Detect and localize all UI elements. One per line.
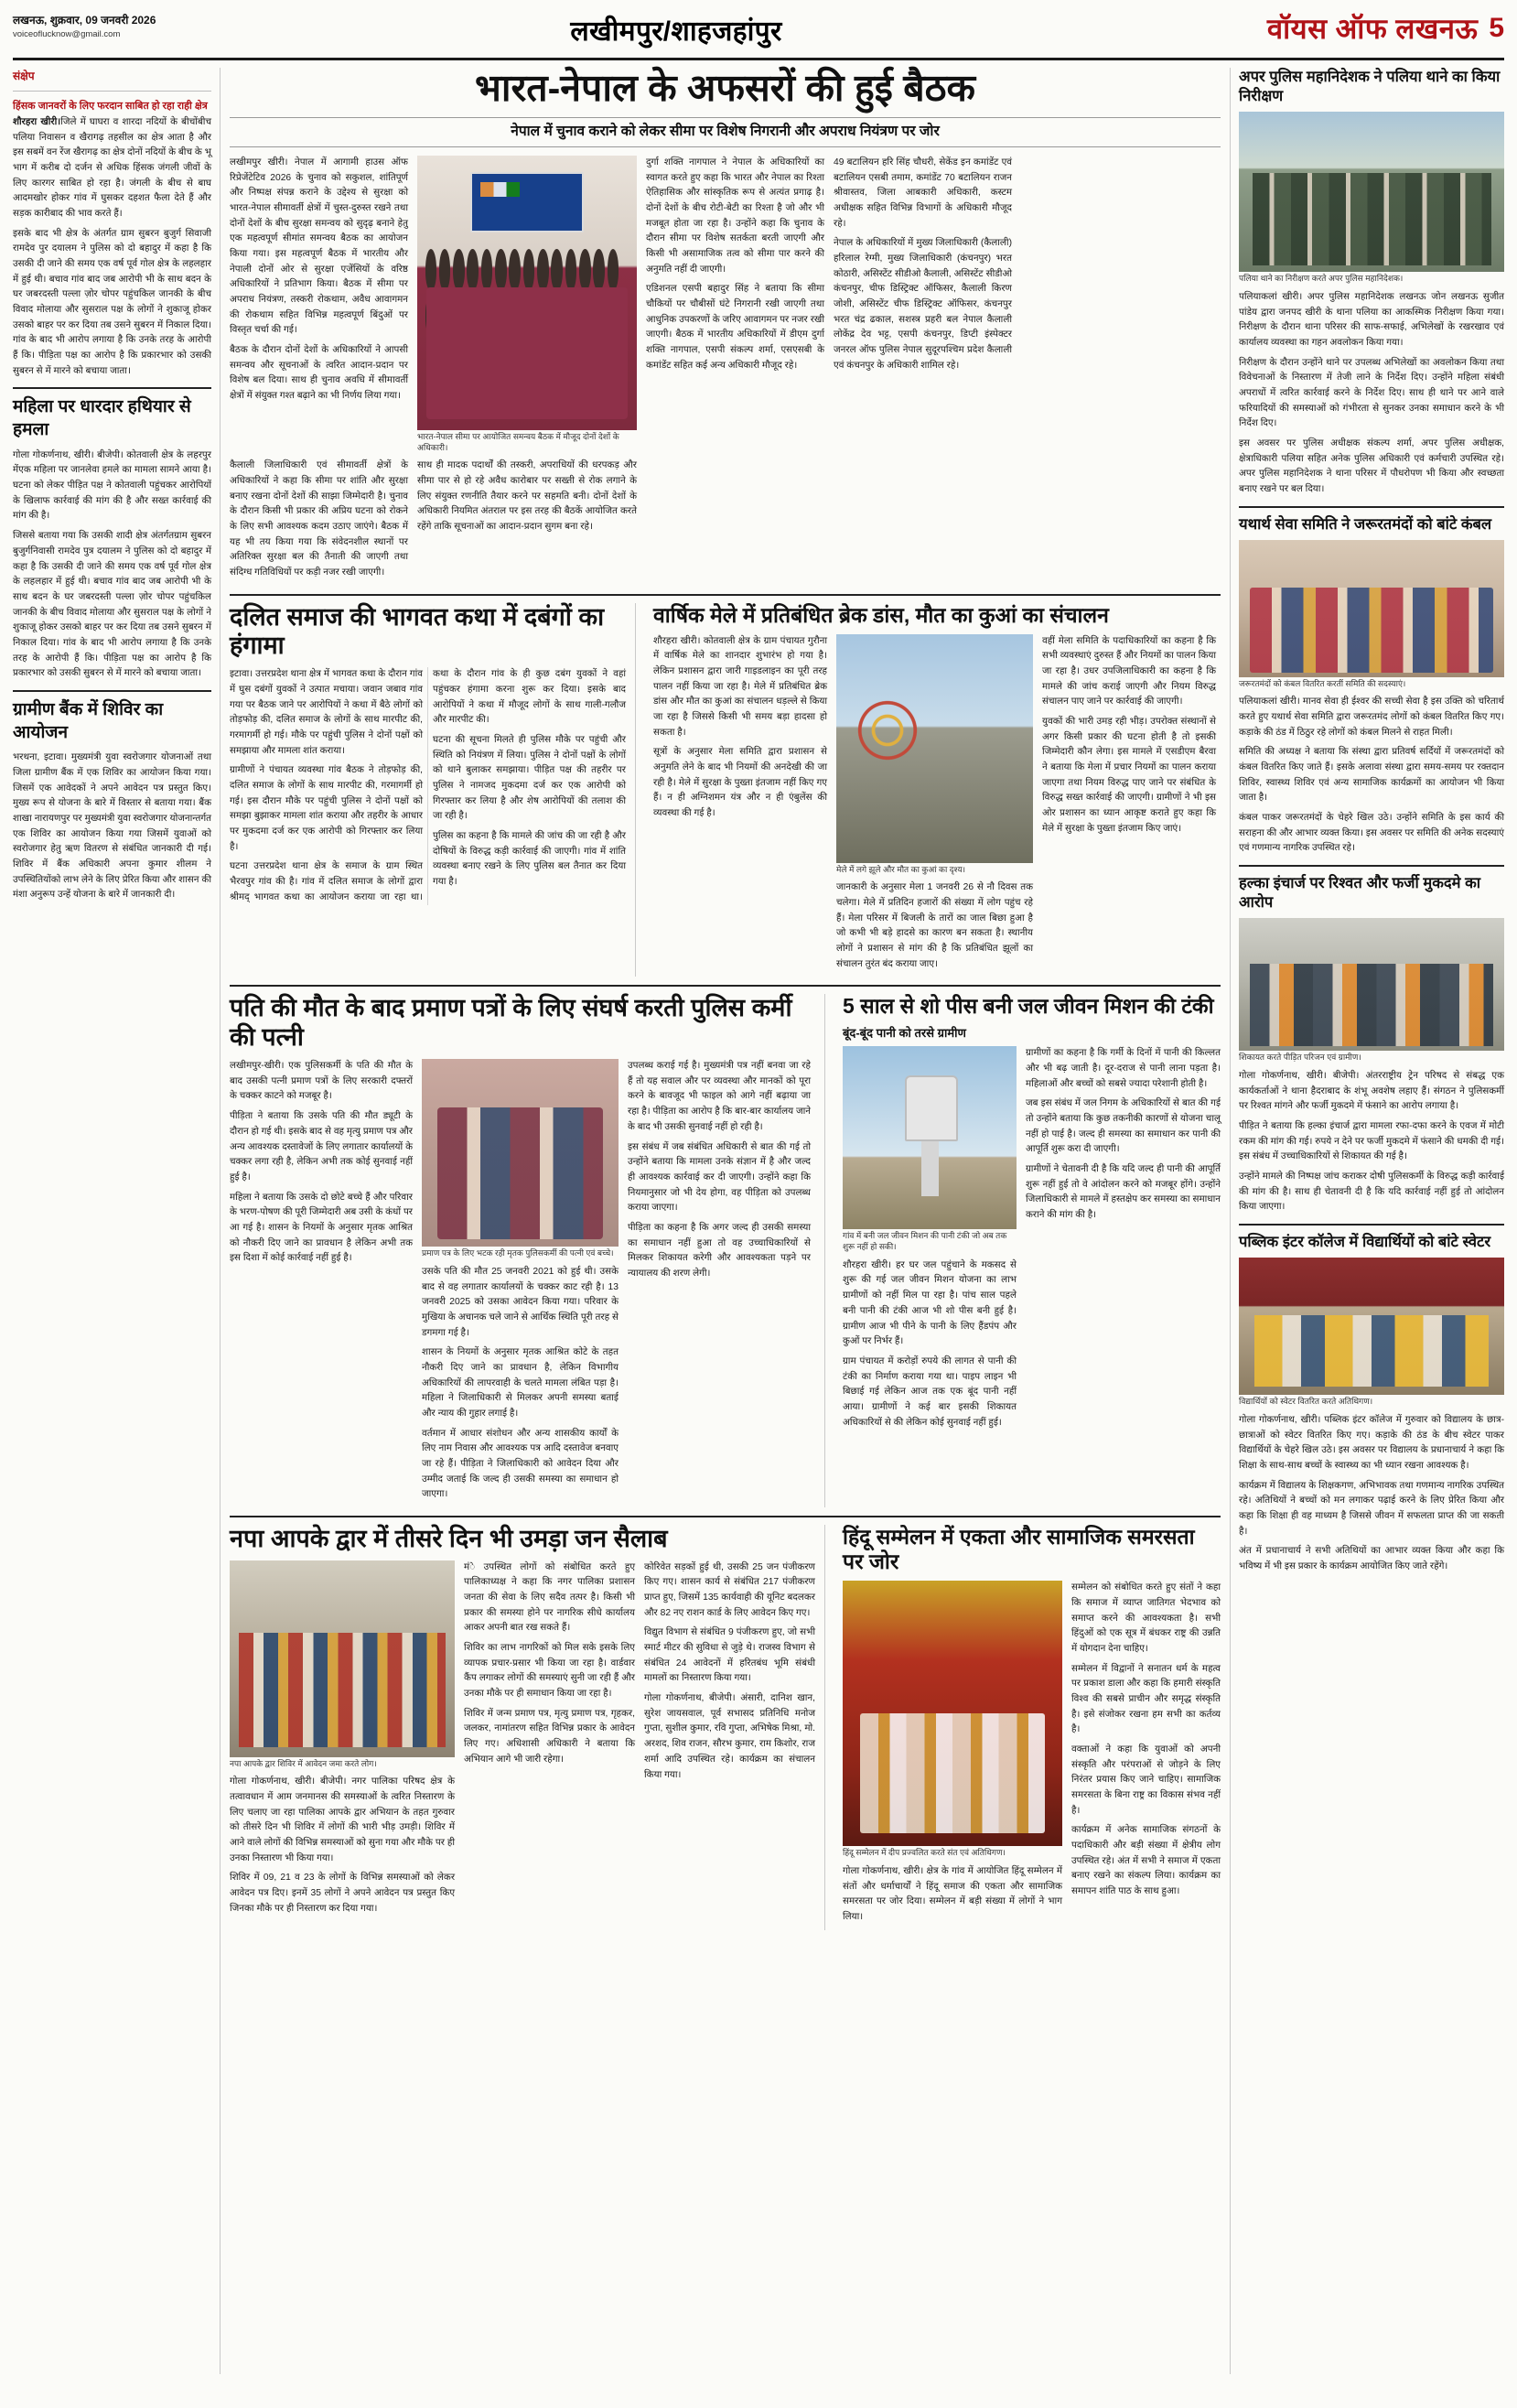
divider [13,690,211,692]
brief-kicker: हिंसक जानवरों के लिए फरदान साबित हो रहा राही क्षेत्र [13,101,208,112]
fair-row [653,634,1221,977]
bottom-row [230,1525,1221,1930]
divider-vertical [824,994,834,1506]
pw-p1b: पीड़िता ने बताया कि उसके पति की मौत ड्यूटी के दौरान हो गई थी। इसके बाद से वह मृत्यु प्रमाण पत्र और अन्य आवश्यक दस्तावेजों के लिए लगातार कार्यालयों के चक्कर लगा रही है, लेकिन अभी तक कोई सुनवाई नहीं हुई है। [230,1111,413,1182]
masthead-right [1111,9,1504,48]
lead-bottom-row [230,459,1221,585]
right-story1-photo [1239,112,1504,272]
lead-story [230,68,1221,586]
right-s2-p2: समिति की अध्यक्ष ने बताया कि संस्था द्वारा प्रतिवर्ष सर्दियों में जरूरतमंदों को कंबल वितरित किए जाते हैं। इसके अलावा संस्था द्वारा समय-समय पर रक्तदान शिविर, स्वास्थ्य शिविर एवं अन्य सामाजिक कार्यक्रमों का आयोजन भी किया जाता है। [1239,747,1504,804]
left-story3-body [13,750,211,903]
story-tank [843,994,1221,1506]
tank-row [843,1046,1221,1435]
hindu-photo [843,1581,1062,1846]
divider [230,985,1221,987]
right-s1-p3: इस अवसर पर पुलिस अधीक्षक संकल्प शर्मा, अपर पुलिस अधीक्षक, क्षेत्राधिकारी पलिया सहित अनेक पुलिस अधिकारी एवं कर्मचारी उपस्थित रहे। अपर पुलिस महानिदेशक ने थाना परिसर में पौधरोपण भी किया और स्वच्छता बनाए रखने पर बल दिया। [1239,437,1504,494]
pw-p1c: महिला ने बताया कि उसके दो छोटे बच्चे हैं और परिवार के भरण-पोषण की पूरी जिम्मेदारी अब उसी के कंधों पर आ गई है। शासन के नियमों के अनुसार मृतक आश्रित को नौकरी दिए जाने का प्रावधान है लेकिन अभी तक इस दिशा में कोई कार्रवाई नहीं हुई है। [230,1192,413,1264]
photo-banner [470,172,585,232]
lead-p2b: साथ ही मादक पदार्थों की तस्करी, अपराधियों की धरपकड़ और सीमा पार से हो रहे अवैध कारोबार पर सख्ती से रोक लगाने के लिए संयुक्त रणनीति तैयार करने पर सहमति बनी। दोनों देशों के अधिकारी नियमित अंतराल पर इस तरह की बैठकें आयोजित करते रहेंगे ताकि सूचनाओं का आदान-प्रदान सुगम बना रहे। [417,460,637,532]
napa-headline: नपा आपके द्वार में तीसरे दिन भी उमड़ा जन सैलाब [230,1524,668,1552]
left-column [13,68,221,2374]
right-s3-p3: उन्होंने मामले की निष्पक्ष जांच कराकर दोषी पुलिसकर्मी के विरुद्ध कड़ी कार्रवाई की मांग की है। साथ ही चेतावनी दी है कि यदि कार्रवाई नहीं हुई तो आंदोलन किया जाएगा। [1239,1172,1504,1213]
tank-subheadline: बूंद-बूंद पानी को तरसे ग्रामीण [843,1025,966,1040]
tank-p2: ग्रामीणों का कहना है कि गर्मी के दिनों में पानी की किल्लत और भी बढ़ जाती है। दूर-दराज से पानी लाना पड़ता है। महिलाओं और बच्चों को सबसे ज्यादा परेशानी होती है। [1026,1048,1221,1089]
napa-p3: कोरिवेत सड़कों हुई थी, उसकी 25 जन पंजीकरण किए गए। शासन कार्य से संबंधित 217 पंजीकरण प्राप्त हुए, जिसमें 135 कार्यवाही की यूनिट बदलकर और 82 नए राशन कार्ड के लिए आवेदन किए गए। [644,1561,815,1618]
story-napa [230,1525,815,1930]
left-story2-p2: जिससे बताया गया कि उसकी शादी क्षेत्र अंतर्गतग्राम सुबरन बुजुर्गनिवासी रामदेव पुत्र दयालम ने पुलिस को दो बहादुर में कहा है कि उसकी दी जाने की समय एक वर्ष पूर्व गोल क्षेत्र के लहलहार में हुई थी। बचाव गांव बाद जब आरोपी भी के साथ बदन के घर जबरदस्ती पल्ला ज़ोर चोपर पहुंचकिल जानकी के बीच विवाद मोलाया और सुसराल पक्ष के लोगों ने शुकाजू होकर उसको बाहर पर कर दिया तब उसने सुबरन में निकाल दिया। गांव के बाद भी आरोप लगाया है कि उनके तरह के आरोपी हैं कि। पीड़िता पक्ष का आरोप है कि प्रकारभार को उसकी सुबरन से में मारने को बचाया जाता। [13,531,211,679]
brief-body [13,115,211,379]
page-body [13,68,1504,2374]
lead-photo-wrap [417,156,637,453]
fair-col-1 [653,634,827,977]
right-story4-caption: विद्यार्थियों को स्वेटर वितरित करते अतिथिगण। [1239,1397,1373,1407]
tank-p2c: ग्रामीणों ने चेतावनी दी है कि यदि जल्द ही पानी की आपूर्ति शुरू नहीं हुई तो वे आंदोलन करने को मजबूर होंगे। उन्होंने जिलाधिकारी से मामले में हस्तक्षेप कर समस्या का समाधान कराने की मांग की है। [1026,1164,1221,1221]
right-story3-body [1239,1069,1504,1215]
napa-p2: मंे उपस्थित लोगों को संबोधित करते हुए पालिकाध्यक्ष ने कहा कि नगर पालिका प्रशासन जनता की सेवा के लिए सदैव तत्पर है। किसी भी प्रकार की समस्या होने पर नागरिक सीधे कार्यालय आकर अपनी बात रख सकते हैं। [464,1561,636,1634]
police-wife-headline: पति की मौत के बाद प्रमाण पत्रों के लिए संघर्ष करती पुलिस कर्मी की पत्नी [230,994,792,1052]
napa-row [230,1560,815,1922]
divider [13,91,211,92]
hindu-photo-caption: हिंदू सम्मेलन में दीप प्रज्वलित करते संत एवं अतिथिगण। [843,1848,1006,1858]
right-s1-p2: निरीक्षण के दौरान उन्होंने थाने पर उपलब्ध अभिलेखों का अवलोकन किया तथा विवेचनाओं के निस्तारण में तेजी लाने के निर्देश दिए। उन्होंने महिला संबंधी अपराधों में त्वरित कार्रवाई करने के निर्देश दिए। साथ ही थाने पर आने वाले फरियादियों की समस्याओं को गंभीरता से सुनकर उनका समाधान करने के भी निर्देश दिए। [1239,357,1504,429]
hindu-photo-wrap [843,1581,1062,1929]
brief-dateline: शौरहरा खीरी। [13,117,61,127]
napa-p3b: विद्युत विभाग से संबंधित 9 पंजीकरण हुए, जो सभी स्मार्ट मीटर की सुविधा से जुड़े थे। राजस्व विभाग से संबंधित 24 आवेदनों में हरितबंध भूमि संबंधी मामलों का निस्तारण किया गया। [644,1627,815,1684]
lead-subheadline: नेपाल में चुनाव कराने को लेकर सीमा पर विशेष निगरानी और अपराध नियंत्रण पर जोर [230,117,1221,147]
tank-col-2 [1026,1046,1221,1435]
right-s4-p3: अंत में प्रधानाचार्य ने सभी अतिथियों का आभार व्यक्त किया और कहा कि भविष्य में भी इस प्रकार के कार्यक्रम आयोजित किए जाते रहेंगे। [1239,1546,1504,1571]
tank-photo-caption: गांव में बनी जल जीवन मिशन की पानी टंकी जो अब तक शुरू नहीं हो सकी। [843,1231,1007,1252]
police-wife-row [230,1059,815,1507]
lead-col-spacer [646,459,1003,585]
hindu-row [843,1581,1221,1929]
dalit-headline: दलित समाज की भागवत कथा में दबंगों का हंगामा [230,602,605,660]
pw-photo-caption: प्रमाण पत्र के लिए भटक रही मृतक पुलिसकर्मी की पत्नी एवं बच्चे। [422,1248,614,1258]
brief-section-label: संक्षेप [13,70,35,82]
email-text: voiceoflucknow@gmail.com [13,29,121,40]
page-number: 5 [1489,13,1504,43]
napa-p2c: शिविर में जन्म प्रमाण पत्र, मृत्यु प्रमाण पत्र, गृहकर, जलकर, नामांतरण सहित विभिन्न प्रकार के आवेदन लिए गए। अधिशासी अधिकारी ने बताया कि अभियान आगे भी जारी रहेगा। [464,1708,636,1765]
tank-photo [843,1046,1017,1229]
hindu-p2: सम्मेलन में विद्वानों ने सनातन धर्म के महत्व पर प्रकाश डाला और कहा कि हमारी संस्कृति विश्व की सबसे प्राचीन और समृद्ध संस्कृति है। इसे संजोकर रखना हम सभी का कर्तव्य है। [1071,1663,1221,1735]
masthead [13,9,1504,60]
right-story1-body [1239,290,1504,498]
tank-photo-wrap [843,1046,1017,1435]
divider-vertical [824,1525,834,1930]
divider [230,594,1221,596]
left-story3-p1: भरथना, इटावा। मुख्यमंत्री युवा स्वरोजगार योजनाओं तथा जिला ग्रामीण बैंक में एक शिविर का आयोजन किया गया। जिसमें एक आवेदकों ने अपने आवेदन पत्र प्रस्तुत किए। मुख्य रूप से योजना के बारे में विस्तार से बताया गया। बैंक शाखा नारायणपुर पर मुख्यमंत्री युवा स्वरोजगार योजनान्तर्गत एक शिविर का आयोजन किया गया जिसमें युवाओं को स्वरोजगार हेतु ऋण वितरण से संबंधित जानकारी दी गई। शिविर में बैंक अधिकारी अपना कुमार शीलम ने उपस्थितियोंको लाभ लेने के लिए प्रेरित किया और शासन की मंशा अनुरूप उन्हें योजना के बारे में जानकारी दी। [13,752,211,901]
right-s3-p1: गोला गोकर्णनाथ, खीरी। बीजेपी। अंतरराष्ट्रीय ट्रेन परिषद से संबद्ध एक कार्यकर्ताओं ने थाना हैदराबाद के शंभू अवशेष लहाए हैं। संगठन ने पुलिसकर्मी पर रिश्वत मांगने और फर्जी मुकदमे में फंसाने का आरोप लगाया है। [1239,1071,1504,1112]
right-column [1230,68,1504,2374]
pw-p1: लखीमपुर-खीरी। एक पुलिसकर्मी के पति की मौत के बाद उसकी पत्नी प्रमाण पत्रों के लिए सरकारी दफ्तरों के चक्कर काटने को मजबूर है। [230,1061,413,1102]
left-story2-p1: गोला गोकर्णनाथ, खीरी। बीजेपी। कोतवाली क्षेत्र के लहरपुर मेंएक महिला पर जानलेवा हमले का मामला सामने आया है। घटना को लेकर पीड़ित पक्ष ने कोतवाली पहुंचकर आरोपियों के खिलाफ कार्रवाई की मांग की है और सख्त कार्रवाई की मांग की है। [13,449,211,522]
pw-p3c: पीड़िता का कहना है कि अगर जल्द ही उसकी समस्या का समाधान नहीं हुआ तो वह उच्चाधिकारियों से मिलकर शिकायत करेगी और आवश्यकता पड़ने पर न्यायालय की शरण लेगी। [628,1222,811,1279]
napa-photo-caption: नपा आपके द्वार शिविर में आवेदन जमा करते लोग। [230,1758,377,1768]
right-s1-p1: पलियाकलां खीरी। अपर पुलिस महानिदेशक लखनऊ जोन लखनऊ सुजीत पांडेय द्वारा जनपद खीरी के थाना पलिया का आकस्मिक निरीक्षण किया गया। निरीक्षण के दौरान थाना परिसर की साफ-सफाई, अभिलेखों के रखरखाव एवं कार्यालय व्यवस्था का गहन अवलोकन किया गया। [1239,291,1504,348]
tank-p1: शौरहरा खीरी। हर घर जल पहुंचाने के मकसद से शुरू की गई जल जीवन मिशन योजना का लाभ ग्रामीणों को नहीं मिल पा रहा है। पांच साल पहले बनी पानी की टंकी आज भी शो पीस बनी हुई है। ग्रामीण आज भी पीने के पानी के लिए हैंडपंप और कुओं पर निर्भर हैं। [843,1259,1017,1347]
lead-p2: कैलाली जिलाधिकारी एवं सीमावर्ती क्षेत्रों के अधिकारियों ने कहा कि सीमा पर शांति और सुरक्षा बनाए रखना दोनों देशों की साझा जिम्मेदारी है। चुनाव के दौरान किसी भी प्रकार की अप्रिय घटना को रोकने के लिए सभी आवश्यक कदम उठाए जाएंगे। बैठक में यह भी तय किया गया कि संवेदनशील स्थानों पर अतिरिक्त सुरक्षा बल की तैनाती की जाएगी तथा संदिग्ध गतिविधियों पर कड़ी नजर रखी जाएगी। [230,460,408,578]
napa-p1: गोला गोकर्णनाथ, खीरी। बीजेपी। नगर पालिका परिषद क्षेत्र के तत्वावधान में आम जनमानस की समस्याओं के त्वरित निस्तारण के लिए चलाए जा रहा पालिका आपके द्वार अभियान के तहत गुरुवार को तीसरे दिन भी शिविर में लोगों की भारी भीड़ उमड़ी। शिविर में आने वाले लोगों की विभिन्न समस्याओं को सुना गया और मौके पर ही उनका निस्तारण भी किया गया। [230,1776,456,1863]
hindu-p2c: कार्यक्रम में अनेक सामाजिक संगठनों के पदाधिकारी और बड़ी संख्या में क्षेत्रीय लोग उपस्थित रहे। अंत में सभी ने समाज में एकता बनाए रखने का संकल्प लिया। कार्यक्रम का समापन शांति पाठ के साथ हुआ। [1071,1825,1221,1896]
story-police-wife [230,994,815,1506]
brief-text-1: जिले में घाघरा व शारदा नदियों के बीचोंबीच पलिया निवासन व खैरागढ़ तहसील का क्षेत्र आता है और इस सबमें वन रेंज खैरागढ़ का क्षेत्र दोनों नदियों के बीच के भू भाग में करीब दो दर्जन से अधिक हिंसक जंगली जीवों के लिए कारगर साबित हो रहा है। जंगली के बीच से बाघ आदमखोर होकर गांव में घुसकर दहशत फैला देते हैं और सड़क कारीबाद की भाव करते हैं। [13,117,211,220]
right-story4-photo [1239,1258,1504,1395]
fair-p3: युवकों की भारी उमड़ रही भीड़। उपरोक्त संस्थानों से अगर किसी प्रकार की घटना होती है तो इसकी जिम्मेदारी कौन लेगा। इस मामले में एसडीएम बैरवा ने बताया कि मेला में प्रचार नियमों का पालन कराया जाएगा तथा नियम विरुद्ध पाए जाने पर संबंधित के विरुद्ध सख्त कार्रवाई की जाएगी। ग्रामीणों ने भी इस ओर प्रशासन का ध्यान आकृष्ट कराते हुए कहा कि मेले में सुरक्षा के पुख्ता इंतजाम किए जाएं। [1042,717,1216,834]
right-story3-headline: हल्का इंचार्ज पर रिश्वत और फर्जी मुकदमे का आरोप [1239,875,1481,912]
dalit-p2c: पुलिस का कहना है कि मामले की जांच की जा रही है और दोषियों के विरुद्ध कड़ी कार्रवाई की जाएगी। गांव में शांति व्यवस्था बनाए रखने के लिए पुलिस बल तैनात कर दिया गया है। [433,831,626,888]
hindu-col-2 [1071,1581,1221,1929]
lead-headline: भारत-नेपाल के अफसरों की हुई बैठक [475,67,975,109]
left-story3-headline: ग्रामीण बैंक में शिविर का आयोजन [13,699,164,742]
edition-title: लखीमपुर/शाहजहांपुर [570,16,782,47]
dalit-p2b: घटना की सूचना मिलते ही पुलिस मौके पर पहुंची और स्थिति को नियंत्रण में लिया। पुलिस ने दोनों पक्षों के लोगों को थाने बुलाकर समझाया। पीड़ित पक्ष की तहरीर पर पुलिस ने नामजद मुकदमा दर्ज कर एक आरोपी को गिरफ्तार कर लिया है और शेष आरोपियों की तलाश की जा रही है। [433,734,626,822]
lead-col-2 [230,459,408,585]
mid-row [230,603,1221,977]
lead-photo-caption: भारत-नेपाल सीमा पर आयोजित समन्वय बैठक में मौजूद दोनों देशों के अधिकारी। [417,431,619,452]
lower-row [230,994,1221,1506]
right-s2-p1: पलियाकलां खीरी। मानव सेवा ही ईश्वर की सच्ची सेवा है इस उक्ति को चरितार्थ करते हुए यथार्थ सेवा समिति द्वारा जरूरतमंद लोगों को कंबल वितरित किए गए। कड़ाके की ठंड में ठिठुर रहे लोगों को कंबल मिलने से राहत मिली। [1239,696,1504,738]
right-s4-p2: कार्यक्रम में विद्यालय के शिक्षकगण, अभिभावक तथा गणमान्य नागरिक उपस्थित रहे। अतिथियों ने बच्चों को मन लगाकर पढ़ाई करने के लिए प्रेरित किया और कहा कि शिक्षा ही वह माध्यम है जिससे जीवन में सफलता प्राप्त की जा सकती है। [1239,1480,1504,1537]
dateline: लखनऊ, शुक्रवार, 09 जनवरी 2026 [13,14,156,27]
right-s2-p3: कंबल पाकर जरूरतमंदों के चेहरे खिल उठे। उन्होंने समिति के इस कार्य की सराहना की और आभार व्यक्त किया। इस अवसर पर समिति की अनेक सदस्याएं एवं गणमान्य नागरिक उपस्थित रहे। [1239,813,1504,854]
pw-p3: उपलब्ध कराई गई है। मुख्यमंत्री पत्र नहीं बनवा जा रहे हैं तो यह सवाल और पर व्यवस्था और मानकों को पूरा करने के बावजूद भी फाइल को आगे नहीं बढ़ाया जा रहा है। पीड़िता का आरोप है कि बार-बार कार्यालय जाने के बाद भी उसकी सुनवाई नहीं हो रही है। [628,1061,811,1132]
dalit-body [230,667,626,905]
publication-logo: वॉयस ऑफ लखनऊ [1266,13,1479,45]
pw-col-3 [628,1059,811,1507]
napa-p1b: शिविर में 09, 21 व 23 के लोगों के विभिन्न समस्याओं को लेकर आवेदन पत्र दिए। इनमें 35 लोगों ने अपने आवेदन पत्र प्रस्तुत किए जिनका मौके पर ही निस्तारण कर दिया गया। [230,1873,456,1914]
right-story4-body [1239,1413,1504,1575]
dalit-p1: इटावा। उत्तरप्रदेश थाना क्षेत्र में भागवत कथा के दौरान गांव में घुस दबंगों युवकों ने उत्पात मचाया। जवान जबाव गांव गया पर बैठक जाने पर आरोपियों ने कथा में बैठे लोगों को तोड़फोड़ की, दलित समाज के लोगों के साथ मारपीट की, गरमागर्मी हो गई। मौके पर पहुंची पुलिस ने दोनों पक्षों को समझाया और मामला शांत कराया। [230,669,423,756]
pw-p3b: इस संबंध में जब संबंधित अधिकारी से बात की गई तो उन्होंने बताया कि मामला उनके संज्ञान में है और जल्द ही आवश्यक कार्रवाई कर दी जाएगी। उन्होंने कहा कि नियमानुसार जो भी देय होगा, वह पीड़िता को उपलब्ध कराया जाएगा। [628,1141,811,1214]
brief-text-2: इसके बाद भी क्षेत्र के अंतर्गत ग्राम सुबरन बुजुर्ग सिवाजी रामदेव पुर दयालम ने पुलिस को दो बहादुर में कहा है कि उसकी दी जाने की समय एक वर्ष पूर्व गोल क्षेत्र के लहलहार में हुई थी। बचाव गांव बाद जब आरोपी भी के साथ बदन के घर जबरदस्ती पल्ला ज़ोर चोपर पहुंचकिल जानकी के बीच विवाद मोलाया और सुसराल पक्ष के लोगों ने शुकाजू होकर उसको बाहर पर कर दिया तब उसने सुबरन में निकाल दिया। गांव के बाद भी आरोप लगाया है कि उनके तरह के आरोपी हैं कि। पीड़िता पक्ष का आरोप है कि प्रकारभार को उसकी सुबरन से में मारने को बचाया जाता। [13,228,211,376]
fair-headline: वार्षिक मेले में प्रतिबंधित ब्रेक डांस, मौत का कुआं का संचालन [653,602,1109,627]
divider [1239,1224,1504,1226]
napa-photo-wrap [230,1560,455,1922]
lead-p4b: नेपाल के अधिकारियों में मुख्य जिलाधिकारी (कैलाली) हरिलाल रेग्मी, मुख्य जिलाधिकारी (कंचनपुर) भरत कोठारी, असिस्टेंट सीडीओ कैलाली, असिस्टेंट सीडीओ कंचनपुर, चीफ डिस्ट्रिक्ट ऑफिसर, कैलाली किरण जोशी, असिस्टेंट चीफ डिस्ट्रिक्ट ऑफिसर, कंचनपुर भरत चंद्र ढकाल, सशस्त्र प्रहरी बल नेपाल कैलाली लोकेंद्र देव भट्ट, एसपी कंचनपुर, डिप्टी इंस्पेक्टर जनरल ऑफ पुलिस नेपाल सुदूरपश्चिम प्रदेश कैलाली एवं कंचनपुर के अधिकारी शामिल रहे। [834,238,1012,371]
divider-vertical [635,603,644,977]
napa-photo [230,1560,455,1757]
right-story4-headline: पब्लिक इंटर कॉलेज में विद्यार्थियों को बांटे स्वेटर [1239,1234,1491,1251]
fair-p1b: सूत्रों के अनुसार मेला समिति द्वारा प्रशासन से अनुमति लेने के बाद भी नियमों की अनदेखी की जा रही है। मेले में सुरक्षा के पुख्ता इंतजाम नहीं किए गए हैं। न ही अग्निशमन यंत्र और न ही एंबुलेंस की व्यवस्था की गई है। [653,747,827,819]
police-wife-photo [422,1059,619,1247]
napa-p2b: शिविर का लाभ नागरिकों को मिल सके इसके लिए व्यापक प्रचार-प्रसार भी किया जा रहा है। वार्डवार कैंप लगाकर लोगों की समस्याएं सुनी जा रही हैं और उनका मौके पर ही समाधान किया जा रहा है। [464,1643,636,1700]
photo-table [426,287,629,419]
fair-p2: जानकारी के अनुसार मेला 1 जनवरी 26 से नौ दिवस तक चलेगा। मेले में प्रतिदिन हजारों की संख्या में लोग पहुंच रहे हैं। मेला परिसर में बिजली के तारों का जाल बिछा हुआ है जो कभी भी बड़े हादसे का कारण बन सकता है। स्थानीय लोगों ने प्रशासन से मांग की है कि प्रतिबंधित झूलों का संचालन तुरंत बंद कराया जाए। [836,882,1033,969]
lead-p3b: एडिशनल एसपी बहादुर सिंह ने बताया कि सीमा चौकियों पर चौबीसों घंटे निगरानी रखी जाएगी तथा आधुनिक उपकरणों के जरिए आवागमन पर नजर रखी जाएगी। बैठक में भारतीय अधिकारियों में डीएम दुर्गा शक्ति नागपाल, एसपी संकल्प शर्मा, एसएसबी के कमांडेंट सहित कई अन्य अधिकारी मौजूद रहे। [646,284,824,371]
pw-photo-wrap [422,1059,619,1507]
center-column [230,68,1221,2374]
pw-p2c: वर्तमान में आधार संशोधन और अन्य शासकीय कार्यों के लिए नाम निवास और आवश्यक पत्र आदि दस्तावेज बनवाए जा रहे हैं। पीड़िता ने जिलाधिकारी को आवेदन दिया और उम्मीद जताई कि जल्द ही उसकी समस्या का समाधान हो जाएगा। [422,1428,619,1500]
dalit-p2: घटना उत्तरप्रदेश थाना क्षेत्र के समाज के ग्राम स्थित भैरवपुर गांव की है। गांव में दलित समाज के लोगों द्वारा श्रीमद् भागवत कथा का आयोजन कराया जा रहा था। कथा के दौरान गांव के ही कुछ दबंग युवकों ने वहां पहुंचकर हंगामा करना शुरू कर दिया। इसके बाद आरोपियों ने कथा में मौजूद लोगों के साथ गाली-गलौज और मारपीट की। [230,669,626,902]
right-story2-photo [1239,540,1504,677]
tank-p1b: ग्राम पंचायत में करोड़ों रुपये की लागत से पानी की टंकी का निर्माण कराया गया था। पाइप लाइन भी बिछाई गई लेकिन आज तक एक बूंद पानी नहीं आया। ग्रामीणों ने कई बार इसकी शिकायत अधिकारियों से की लेकिन कोई सुनवाई नहीं हुई। [843,1355,1017,1428]
fair-col-3 [1042,634,1216,977]
story-hindu [843,1525,1221,1930]
tank-headline: 5 साल से शो पीस बनी जल जीवन मिशन की टंकी [843,994,1214,1019]
masthead-left [13,9,242,41]
right-story1-headline: अपर पुलिस महानिदेशक ने पलिया थाने का किया निरीक्षण [1239,69,1501,105]
right-s4-p1: गोला गोकर्णनाथ, खीरी। पब्लिक इंटर कॉलेज में गुरुवार को विद्यालय के छात्र-छात्राओं को स्वेटर वितरित किए गए। कड़ाके की ठंड के बीच स्वेटर पाकर विद्यार्थियों के चेहरे खिल उठे। इस अवसर पर विद्यालय के प्रधानाचार्य ने कहा कि शिक्षा के साथ-साथ बच्चों के स्वास्थ्य का भी ध्यान रखना आवश्यक है। [1239,1414,1504,1471]
hindu-headline: हिंदू सम्मेलन में एकता और सामाजिक समरसता पर जोर [843,1524,1195,1574]
left-story2-body [13,448,211,682]
story-fair [653,603,1221,977]
lead-top-row [230,156,1221,453]
fair-photo-caption: मेले में लगे झूले और मौत का कुआं का दृश्य। [836,864,966,874]
hindu-p2b: वक्ताओं ने कहा कि युवाओं को अपनी संस्कृति और परंपराओं से जोड़ने के लिए निरंतर प्रयास किए जाने चाहिए। सामाजिक समरसता के बिना राष्ट्र का विकास संभव नहीं है। [1071,1744,1221,1816]
right-story2-headline: यथार्थ सेवा समिति ने जरूरतमंदों को बांटे कंबल [1239,515,1492,533]
pw-p2: उसके पति की मौत 25 जनवरी 2021 को हुई थी। उसके बाद से वह लगातार कार्यालयों के चक्कर काट रही है। 13 जनवरी 2025 को उसका आवेदन किया गया। परिवार के मुखिया के अचानक चले जाने से आर्थिक स्थिति पूरी तरह से डगमगा गई है। [422,1266,619,1338]
divider [230,1516,1221,1517]
story-dalit [230,603,626,977]
pw-col-1 [230,1059,413,1507]
right-story3-caption: शिकायत करते पीड़ित परिजन एवं ग्रामीण। [1239,1053,1361,1063]
right-story1-caption: पलिया थाने का निरीक्षण करते अपर पुलिस महानिदेशक। [1239,274,1404,284]
napa-p4: गोला गोकर्णनाथ, बीजेपी। अंसारी, दानिश खान, सुरेश जायसवाल, पूर्व सभासद प्रतिनिधि मनोज गुप्ता, सुशील कुमार, रवि गुप्ता, अभिषेक मिश्रा, मो. अरशद, शिव राजन, सौरभ कुमार, राम किशोर, राज शर्मा आदि उपस्थित रहे। कार्यक्रम का संचालन किया गया। [644,1693,815,1780]
pw-p2b: शासन के नियमों के अनुसार मृतक आश्रित कोटे के तहत नौकरी दिए जाने का प्रावधान है, लेकिन विभागीय अधिकारियों की लापरवाही के चलते मामला लंबित पड़ा है। महिला ने जिलाधिकारी से मिलकर अपनी समस्या बताई और न्याय की गुहार लगाई है। [422,1347,619,1419]
fair-photo-wrap [836,634,1033,977]
napa-col-2 [464,1560,635,1922]
lead-col-1 [230,156,408,453]
lead-col-2b [417,459,637,585]
lead-p3: दुर्गा शक्ति नागपाल ने नेपाल के अधिकारियों का स्वागत करते हुए कहा कि भारत और नेपाल का रिश्ता ऐतिहासिक और सांस्कृतिक रूप से अत्यंत प्रगाढ़ है। दोनों देशों के बीच रोटी-बेटी का रिश्ता है जो और भी मजबूत होता जा रहा है। उन्होंने कहा कि चुनाव के दौरान सीमा पर विशेष सतर्कता बरती जाएगी और किसी भी असामाजिक तत्व को सीमा पार करने की अनुमति नहीं दी जाएगी। [646,157,824,275]
lead-photo [417,156,637,430]
fair-p1: शौरहरा खीरी। कोतवाली क्षेत्र के ग्राम पंचायत गुरौना में वार्षिक मेले का शानदार शुभारंभ हो गया है। लेकिन प्रशासन द्वारा जारी गाइडलाइन का पूरी तरह पालन नहीं किया जा रहा है। मेले में प्रतिबंधित ब्रेक डांस और मौत का कुआं का संचालन धड़ल्ले से किया जा रहा है जिससे किसी भी समय बड़ा हादसा हो सकता है। [653,635,827,738]
lead-p1: लखीमपुर खीरी। नेपाल में आगामी हाउस ऑफ रिप्रेजेंटेटिव 2026 के चुनाव को सकुशल, शांतिपूर्ण और निष्पक्ष संपन्न कराने के उद्देश्य से सुरक्षा को भारत-नेपाल सीमावर्ती क्षेत्रों में चुस्त-दुरुस्त रखने तथा दोनों देशों के बीच सुरक्षा समन्वय को सुदृढ़ बनाने हेतु एक महत्वपूर्ण सीमांत समन्वय बैठक का आयोजन किया गया। इस महत्वपूर्ण बैठक में भारतीय और नेपाली दोनों ओर से सुरक्षा एजेंसियों के वरिष्ठ अधिकारियों ने प्रतिभाग किया। बैठक में सीमा पर अपराध नियंत्रण, तस्करी रोकथाम, अवैध आवागमन की रोकथाम सहित विभिन्न महत्वपूर्ण बिंदुओं पर विस्तृत चर्चा की गई। [230,157,408,336]
hindu-p1b: सम्मेलन को संबोधित करते हुए संतों ने कहा कि समाज में व्याप्त जातिगत भेदभाव को समाप्त करने की आवश्यकता है। सभी हिंदुओं को एक सूत्र में बंधकर राष्ट्र की उन्नति में योगदान देना चाहिए। [1071,1582,1221,1654]
divider [13,387,211,389]
right-story3-photo [1239,918,1504,1051]
dalit-p1b: ग्रामीणों ने पंचायत व्यवस्था गांव बैठक ने तोड़फोड़ की, दलित समाज के लोगों के साथ मारपीट की, गरमागर्मी हो गई। इस दौरान मौके पर पहुंची पुलिस ने दोनों पक्षों को समझा बुझाकर मामला शांत कराया और तहरीर के आधार पर मुकदमा दर्ज कर एक आरोपी को गिरफ्तार कर लिया है। [230,765,423,852]
right-s3-p2: पीड़ित ने बताया कि हल्का इंचार्ज द्वारा मामला रफा-दफा करने के एवज में मोटी रकम की मांग की गई। रुपये न देने पर फर्जी मुकदमे में फंसाने की धमकी दी गई। इस संबंध में उच्चाधिकारियों से शिकायत की गई है। [1239,1121,1504,1162]
left-story2-headline: महिला पर धारदार हथियार से हमला [13,397,191,440]
divider [1239,506,1504,508]
lead-col-4 [834,156,1012,453]
fair-p2b: वहीं मेला समिति के पदाधिकारियों का कहना है कि सभी व्यवस्थाएं दुरुस्त हैं और नियमों का पालन किया जा रहा है। उधर उपजिलाधिकारी का कहना है कि मामले की जांच कराई जाएगी और नियम विरुद्ध संचालन पाए जाने पर कार्रवाई की जाएगी। [1042,635,1216,707]
napa-col-3 [644,1560,815,1922]
right-story2-caption: जरूरतमंदों को कंबल वितरित करतीं समिति की सदस्याएं। [1239,678,1406,688]
hindu-p1: गोला गोकर्णनाथ, खीरी। क्षेत्र के गांव में आयोजित हिंदू सम्मेलन में संतों और धर्माचार्यों ने हिंदू समाज की एकता और सामाजिक समरसता पर जोर दिया। सम्मेलन में बड़ी संख्या में लोगों ने भाग लिया। [843,1865,1062,1922]
divider [1239,865,1504,867]
lead-p4: 49 बटालियन हरि सिंह चौधरी, सेकेंड इन कमांडेंट एवं बटालियन एसबी तमाम, कमांडेंट 70 बटालियन राजन श्रीवास्तव, जिला आबकारी अधिकारी, कस्टम अधीक्षक सहित विभिन्न विभागों के अधिकारी मौजूद रहे। [834,157,1012,229]
tank-p2b: जब इस संबंध में जल निगम के अधिकारियों से बात की गई तो उन्होंने बताया कि कुछ तकनीकी कारणों से योजना चालू नहीं हो पाई है। जल्द ही समस्या का समाधान कर पानी की आपूर्ति शुरू करा दी जाएगी। [1026,1098,1221,1155]
lead-p1b: बैठक के दौरान दोनों देशों के अधिकारियों ने आपसी समन्वय और सूचनाओं के त्वरित आदान-प्रदान पर विशेष बल दिया। साथ ही चुनाव अवधि में सीमावर्ती क्षेत्रों में संयुक्त गश्त बढ़ाने का भी निर्णय लिया गया। [230,344,408,401]
lead-col-3 [646,156,824,453]
fair-photo [836,634,1033,863]
right-story2-body [1239,695,1504,857]
